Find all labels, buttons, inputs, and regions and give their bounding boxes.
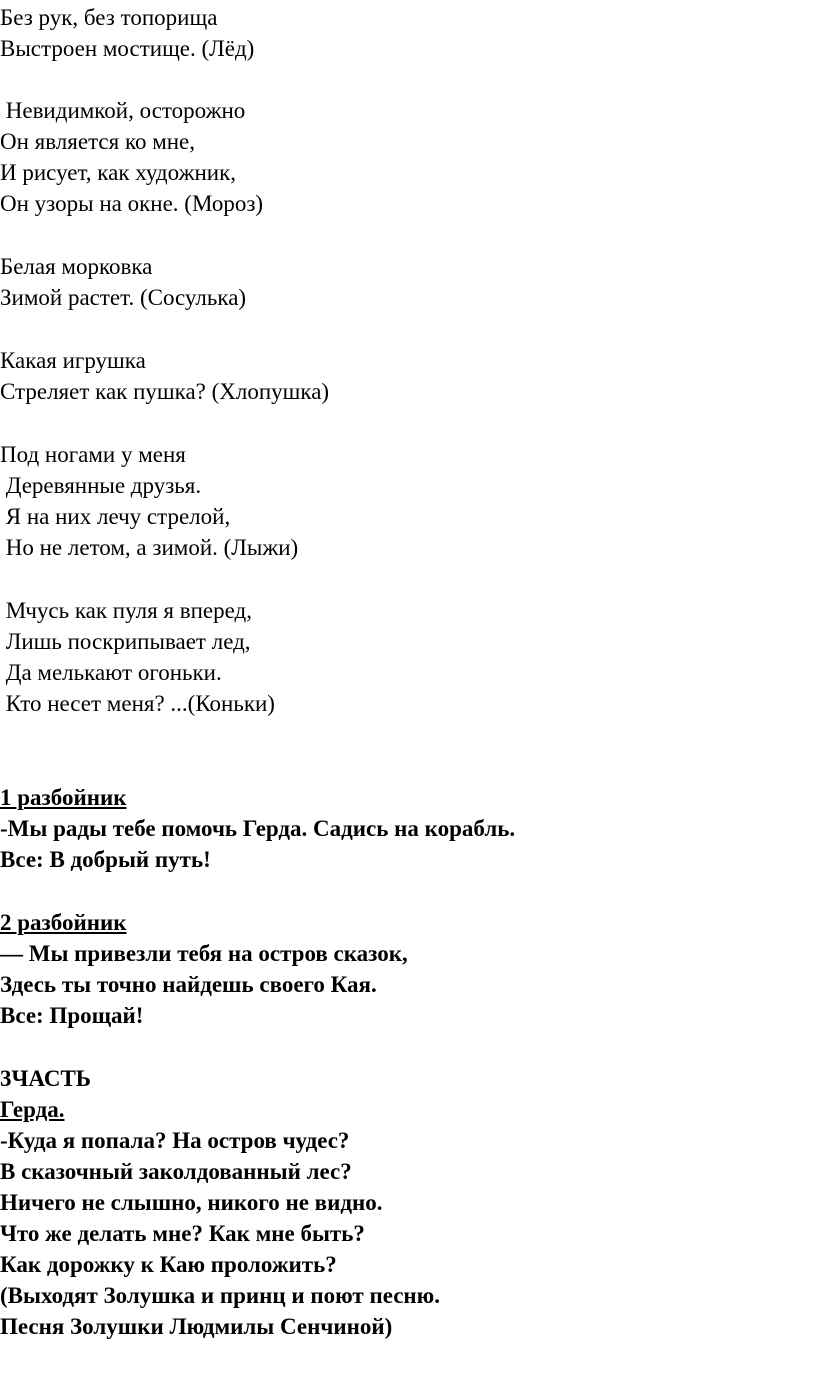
part3-line-1: -Куда я попала? На остров чудес? (0, 1128, 350, 1153)
speaker-robber-2: 2 разбойник (0, 910, 127, 935)
riddle-1-line-1: Без рук, без топорища (0, 5, 218, 30)
riddle-6-line-1: Мчусь как пуля я вперед, (0, 598, 252, 623)
scene1-line-2: Все: В добрый путь! (0, 847, 211, 872)
riddle-6-line-4: Кто несет меня? ...(Коньки) (0, 691, 275, 716)
riddle-4-line-2: Стреляет как пушка? (Хлопушка) (0, 379, 330, 404)
scene2-line-2: Здесь ты точно найдешь своего Кая. (0, 972, 377, 997)
part3-line-5: Как дорожку к Каю проложить? (0, 1252, 337, 1277)
part3-line-3: Ничего не слышно, никого не видно. (0, 1190, 383, 1215)
riddle-2-line-4: Он узоры на окне. (Мороз) (0, 191, 264, 216)
riddle-6-line-2: Лишь поскрипывает лед, (0, 629, 251, 654)
speaker-gerda: Герда. (0, 1097, 65, 1122)
riddle-2-line-1: Невидимкой, осторожно (0, 98, 246, 123)
part3-line-7: Песня Золушки Людмилы Сенчиной) (0, 1314, 393, 1339)
riddle-2-line-3: И рисует, как художник, (0, 160, 236, 185)
riddle-5-line-4: Но не летом, а зимой. (Лыжи) (0, 535, 299, 560)
riddle-3-line-1: Белая морковка (0, 254, 153, 279)
riddle-6-line-3: Да мелькают огоньки. (0, 660, 222, 685)
scene1-line-1: -Мы рады тебе помочь Герда. Садись на корабль. (0, 816, 516, 841)
riddle-5-line-1: Под ногами у меня (0, 442, 186, 467)
riddle-5-line-3: Я на них лечу стрелой, (0, 504, 231, 529)
riddle-3-line-2: Зимой растет. (Сосулька) (0, 285, 247, 310)
part3-line-6: (Выходят Золушка и принц и поют песню. (0, 1283, 441, 1308)
riddle-2-line-2: Он является ко мне, (0, 129, 196, 154)
scene2-line-3: Все: Прощай! (0, 1003, 144, 1028)
riddle-5-line-2: Деревянные друзья. (0, 473, 202, 498)
part3-line-4: Что же делать мне? Как мне быть? (0, 1221, 365, 1246)
riddle-4-line-1: Какая игрушка (0, 348, 146, 373)
part3-heading: 3ЧАСТЬ (0, 1066, 92, 1091)
scene2-line-1: — Мы привезли тебя на остров сказок, (0, 941, 408, 966)
part3-line-2: В сказочный заколдованный лес? (0, 1159, 352, 1184)
speaker-robber-1: 1 разбойник (0, 785, 127, 810)
riddle-1-line-2: Выстроен мостище. (Лёд) (0, 36, 255, 61)
